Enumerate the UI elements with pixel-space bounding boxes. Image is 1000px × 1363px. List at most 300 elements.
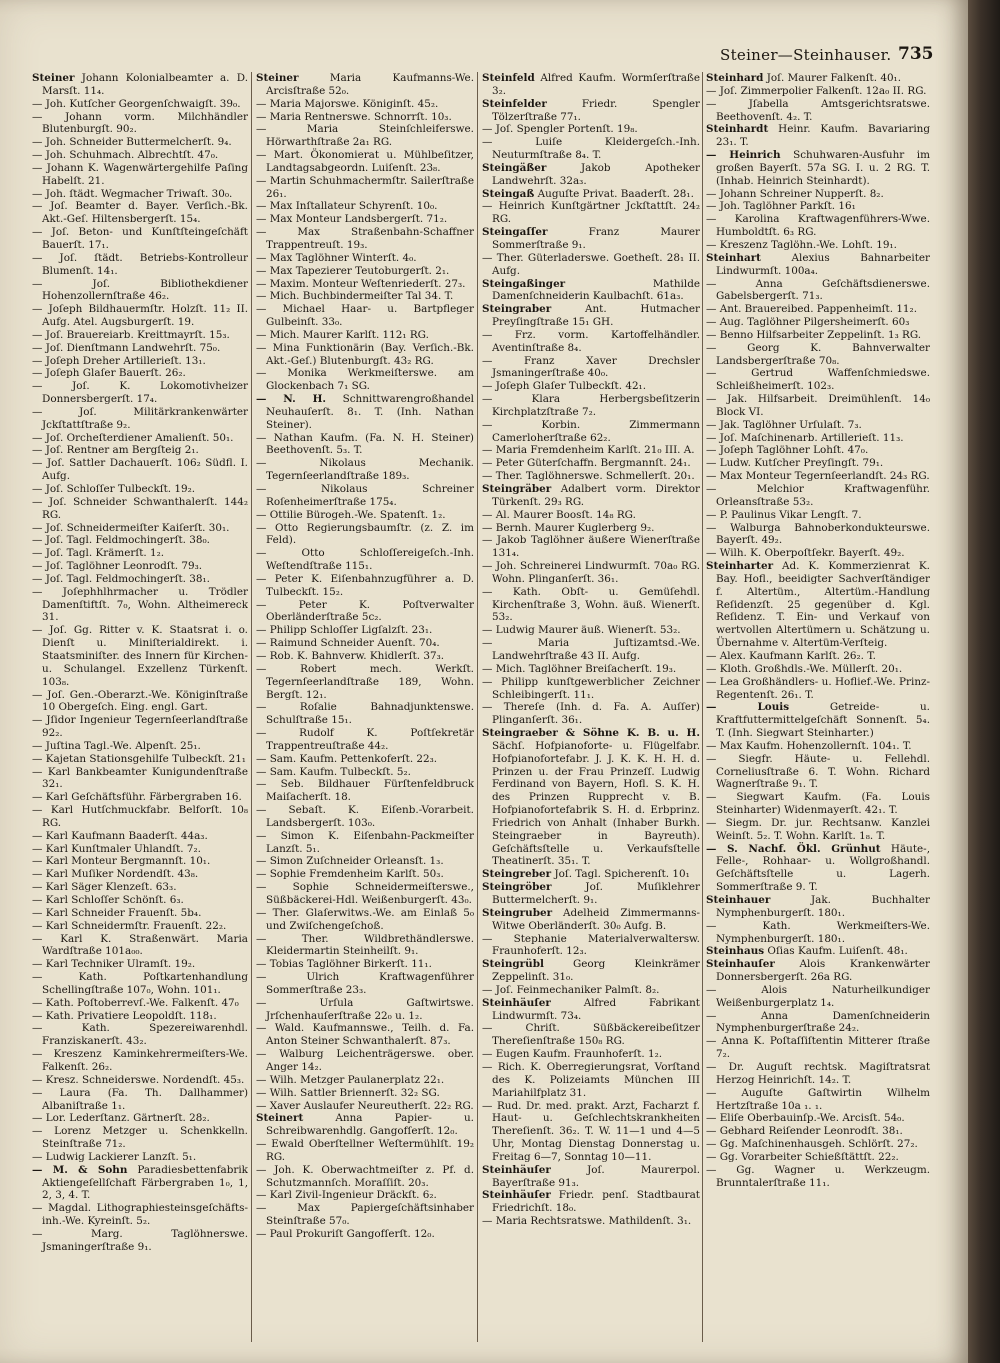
directory-entry: [256, 650, 474, 663]
directory-entry: [706, 1151, 930, 1164]
entry-text: — Ewald Oberſtellner Weſtermühlſt. 19₂ RG.: [256, 1138, 474, 1163]
entry-text: — Joſ. Orcheſterdiener Amalienſt. 50₁.: [32, 431, 234, 444]
directory-entry: [32, 252, 248, 278]
directory-entry: [32, 200, 248, 226]
entry-surname: Steinhaus: [706, 945, 765, 958]
entry-text: — Max Monteur Landsbergerſt. 71₂.: [256, 213, 448, 226]
entry-surname: Steingaſſer: [482, 226, 548, 239]
directory-entry-head: [482, 958, 700, 984]
entry-text: — Karl Hutſchmuckfabr. Belforſt. 10₈ RG.: [32, 804, 248, 829]
directory-entry: [256, 727, 474, 753]
entry-text: Paradiesbettenfabrik Aktiengeſellſchaft Färbergraben 1₀, 1, 2, 3, 4. T.: [42, 1163, 248, 1202]
directory-entry: [256, 958, 474, 971]
entry-text: — Wald. Kaufmannswe., Teilh. d. Fa. Anton Steiner Schwanthalerſt. 87₃.: [256, 1022, 474, 1048]
directory-entry: [32, 355, 248, 368]
directory-entry-head: [482, 1164, 700, 1190]
entry-text: — Joſ. K. Lokomotivheizer Donnersbergerſt. 17₄.: [32, 380, 248, 406]
directory-entry: [706, 149, 930, 188]
entry-surname: Steinhard: [706, 72, 764, 84]
directory-entry-head: [32, 72, 248, 98]
entry-text: — Joſ. Tagl. Feldmochingerſt. 38₁.: [32, 572, 210, 585]
directory-entry: [256, 175, 474, 201]
directory-entry: [706, 316, 930, 329]
entry-text: — Anna K. Poſtaſſiſtentin Mitterer ſtraße 7₂.: [706, 1035, 930, 1061]
entry-surname: Steinfeld: [482, 72, 535, 84]
entry-text: — Maria Steinſchleiferswe. Hörwarthſtraße 2a₁ RG.: [256, 123, 474, 149]
directory-entry: [706, 1035, 930, 1061]
directory-entry: [482, 444, 700, 457]
directory-entry: [256, 778, 474, 804]
entry-text: — P. Paulinus Vikar Lengſt. 7.: [706, 508, 862, 521]
directory-entry: [482, 123, 700, 136]
entry-text: — Maria Fremdenheim Karlſt. 21₀ III. A.: [482, 444, 695, 457]
entry-text: — Monika Werkmeiſterswe. am Glockenbach 7₁ SG.: [256, 367, 474, 393]
entry-text: — Joſ. Tagl. Feldmochingerſt. 38₀.: [32, 534, 210, 547]
directory-entry: [32, 444, 248, 457]
directory-entry: [32, 1074, 248, 1087]
entry-text: — Ludwig Lackierer Lanzſt. 5₁.: [32, 1150, 197, 1163]
entry-text: — Karl Kunſtmaler Uhlandſt. 7₂.: [32, 842, 201, 855]
entry-text: — Maria Rentnerswe. Schnorrſt. 10₃.: [256, 110, 452, 123]
entry-text: — Juſtina Tagl.-We. Alpenſt. 25₁.: [32, 739, 201, 752]
directory-entry-head: [256, 72, 474, 98]
directory-entry: [32, 1010, 248, 1023]
directory-entry: [706, 239, 930, 252]
directory-entry: [706, 547, 930, 560]
entry-text: — Maria Rechtsratswe. Mathildenſt. 3₁.: [482, 1215, 692, 1228]
entry-text: — Sebaſt. K. Eiſenb.-Vorarbeit. Landsbergerſt. 103₀.: [256, 804, 474, 829]
directory-entry: [482, 522, 700, 535]
directory-entry: [32, 560, 248, 573]
entry-surname: Steinert: [256, 1112, 304, 1125]
entry-text: — Walburga Bahnoberkondukteurswe. Bayerſt. 49₂.: [706, 521, 930, 547]
entry-text: — Marg. Taglöhnerswe. Jsmaningerſtraße 9₁.: [32, 1227, 248, 1253]
column-4: [706, 72, 930, 1352]
entry-text: — Karolina Kraftwagenführers-Wwe. Humboldtſt. 6₃ RG.: [706, 213, 930, 239]
directory-entry: [706, 457, 930, 470]
entry-surname: Steingrübl: [482, 958, 544, 971]
entry-text: — Ther. Glaſerwitws.-We. am Einlaß 5₀ und Zwiſchengeſchoß.: [256, 906, 474, 932]
running-head: Steiner—Steinhauser.: [720, 46, 892, 64]
entry-text: Jak. Buchhalter Nymphenburgerſt. 180₁.: [716, 894, 930, 919]
directory-entry: [706, 393, 930, 419]
directory-entry: [32, 753, 248, 766]
entry-text: — Joſeph Glaſer Bauerſt. 26₂.: [32, 367, 186, 380]
entry-text: — Paul Prokuriſt Gangofſerſt. 12₀.: [256, 1227, 435, 1240]
entry-surname: Steingäßer: [482, 161, 547, 174]
entry-text: — Gg. Vorarbeiter Schießſtättſt. 22₂.: [706, 1150, 899, 1163]
entry-text: — Luiſe Kleidergeſch.-Inh. Neuturmſtraße 8₄. T.: [482, 136, 700, 162]
directory-entry: [32, 868, 248, 881]
directory-entry: [706, 213, 930, 239]
directory-entry: [32, 766, 248, 792]
entry-text: — Karl Schloſſer Schönſt. 6₃.: [32, 894, 184, 906]
entry-text: — Magdal. Lithographiesteinsgeſchäfts-inh.-We. Kyreinſt. 5₂.: [32, 1202, 248, 1228]
entry-text: — Tobias Taglöhner Birkerſt. 11₁.: [256, 958, 432, 971]
directory-entry: [256, 997, 474, 1023]
directory-entry: [32, 920, 248, 933]
entry-text: — Martin Schuhmachermſtr. Sailerſtraße 26₁.: [256, 174, 474, 200]
entry-text: Georg Kleinkrämer Zeppelinſt. 31₀.: [492, 958, 700, 984]
directory-entry: [32, 457, 248, 483]
entry-text: Alfred Kaufm. Wormſerſtraße 3₂.: [492, 72, 700, 97]
directory-entry: [256, 303, 474, 329]
entry-text: Adalbert vorm. Direktor Türkenſt. 29₃ RG.: [492, 483, 700, 508]
entry-surname: Steinhäuſer: [482, 996, 551, 1009]
directory-entry: [706, 509, 930, 522]
directory-entry: [32, 1022, 248, 1048]
entry-text: Alexius Bahnarbeiter Lindwurmſt. 100a₄.: [716, 251, 930, 277]
directory-entry: [482, 663, 700, 676]
entry-text: Anna Papier- u. Schreibwarenhdlg. Gangofſerſt. 12₀.: [266, 1112, 474, 1138]
directory-entry: [482, 380, 700, 393]
entry-text: — Joſeph Taglöhner Lohſt. 47₀.: [706, 444, 869, 457]
entry-surname: — Louis: [706, 701, 790, 714]
entry-text: Ant. Hutmacher Preyſingſtraße 15₁ GH.: [492, 303, 700, 329]
directory-entry-head: [706, 560, 930, 650]
directory-entry: [706, 650, 930, 663]
entry-text: — Korbin. Zimmermann Camerloherſtraße 62₂.: [482, 418, 700, 444]
directory-entry: [256, 1164, 474, 1190]
directory-entry: [32, 1228, 248, 1254]
entry-surname: Steingaßinger: [482, 277, 566, 290]
entry-text: — Joh. ſtädt. Wegmacher Triwaſt. 30₀.: [32, 187, 233, 200]
directory-entry: [32, 278, 248, 304]
directory-entry: [706, 470, 930, 483]
directory-entry: [256, 149, 474, 175]
entry-text: — Kath. Werkmeiſters-We. Nymphenburgerſt. 180₁.: [706, 919, 930, 945]
directory-entry: [482, 1215, 700, 1228]
entry-text: — Joſephhlhrmacher u. Trödler Damenſtiftſt. 7₀, Wohn. Altheimereck 31.: [32, 585, 248, 624]
entry-text: — Kreszenz Kaminkehrermeiſters-We. Falkenſt. 26₂.: [32, 1048, 248, 1073]
directory-entry: [32, 1151, 248, 1164]
column-1: [32, 72, 248, 1352]
directory-entry: [256, 200, 474, 213]
entry-text: Ad. K. Kommerzienrat K. Bay. Hofl., beeidigter Sachverſtändiger f. Altertüm., Altertüm.-Handlung Reſidenzſt. 25 gegenüber d. Kgl. Reſidenz. T. Ein- und Verkauf von wertvollen Altertümern u. Schätzung u. Übernahme v. Altertüm-Verſteig.: [716, 560, 930, 650]
directory-entry: [482, 701, 700, 727]
directory-entry: [482, 457, 700, 470]
entry-surname: Steinhauſer: [706, 958, 775, 971]
directory-entry: [32, 1112, 248, 1125]
directory-entry: [706, 1061, 930, 1087]
directory-entry: [256, 881, 474, 907]
directory-entry-head: [482, 997, 700, 1023]
directory-entry: [482, 1048, 700, 1061]
directory-entry: [256, 98, 474, 111]
entry-surname: — Heinrich: [706, 149, 781, 162]
entry-text: — Roſalie Bahnadjunktenswe. Schulſtraße 15₁.: [256, 701, 474, 727]
directory-entry: [32, 1087, 248, 1113]
directory-entry: [32, 303, 248, 329]
entry-text: — Al. Maurer Boosſt. 14₈ RG.: [482, 508, 636, 521]
entry-surname: Steinharter: [706, 560, 774, 573]
entry-text: — Kath. Poſtoberrevſ.-We. Falkenſt. 47₀: [32, 996, 239, 1009]
page-number: 735: [898, 44, 934, 64]
entry-text: — Gebhard Reiſender Leonrodſt. 38₁.: [706, 1125, 903, 1138]
entry-text: — Rudolf K. Poſtſekretär Trappentreuſtraße 44₂.: [256, 727, 474, 752]
entry-text: — Bernh. Maurer Kuglerberg 9₂.: [482, 521, 655, 534]
directory-entry: [256, 1074, 474, 1087]
directory-entry: [256, 522, 474, 548]
entry-text: Joſ. Muſiklehrer Buttermelcherſt. 9₁.: [492, 881, 700, 906]
directory-entry: [256, 1087, 474, 1100]
directory-entry: [32, 1125, 248, 1151]
entry-surname: — M. & Sohn: [32, 1163, 128, 1176]
directory-entry-head: [706, 123, 930, 149]
directory-entry: [32, 367, 248, 380]
directory-entry: [706, 278, 930, 304]
entry-text: — Nikolaus Mechanik. Tegernſeerlandſtraße 189₃.: [256, 457, 474, 483]
directory-entry: [256, 457, 474, 483]
directory-entry-head: [482, 162, 700, 188]
directory-entry: [32, 804, 248, 830]
entry-text: — Max Straßenbahn-Schaffner Trappentreuſt. 19₃.: [256, 226, 474, 251]
entry-surname: Steiner: [32, 72, 75, 84]
entry-text: — Mart. Ökonomierat u. Mühlbeſitzer, Landtagsabgeordn. Luiſenſt. 23₈.: [256, 149, 474, 174]
entry-text: — Jſidor Ingenieur Tegernſeerlandſtraße 92₂.: [32, 714, 248, 740]
entry-text: — Max Tapezierer Teutoburgerſt. 2₁.: [256, 264, 450, 277]
directory-entry: [482, 586, 700, 625]
entry-text: — Rich. K. Oberregierungsrat, Vorſtand des K. Polizeiamts München III Mariahilfplatz 31.: [482, 1060, 700, 1099]
entry-text: — Peter K. Eiſenbahnzugführer a. D. Tulbeckſt. 15₂.: [256, 572, 474, 598]
entry-surname: Steinfelder: [482, 97, 547, 110]
entry-text: — Ther. Taglöhnerswe. Schmellerſt. 20₁.: [482, 470, 695, 483]
directory-entry: [32, 380, 248, 406]
entry-surname: Steingreber: [482, 868, 552, 881]
directory-entry: [706, 663, 930, 676]
directory-entry: [256, 599, 474, 625]
directory-entry: [32, 714, 248, 740]
directory-entry: [32, 689, 248, 715]
entry-text: — Karl Geſchäftsführ. Färbergraben 16.: [32, 791, 242, 804]
entry-text: — Xaver Auslaufer Neureutherſt. 22₂ RG.: [256, 1099, 474, 1112]
directory-entry-head: [706, 72, 930, 85]
entry-text: — Georg K. Bahnverwalter Landsbergerſtraße 70₈.: [706, 341, 930, 367]
entry-text: — Ulrich Kraftwagenführer Sommerſtraße 23₃.: [256, 971, 474, 996]
directory-entry: [256, 624, 474, 637]
entry-text: — Sam. Kaufm. Tulbeckſt. 5₂.: [256, 765, 411, 778]
entry-surname: — N. H.: [256, 393, 327, 406]
directory-entry: [256, 432, 474, 458]
directory-entry: [32, 136, 248, 149]
directory-entry: [32, 586, 248, 625]
entry-text: — Karl Bankbeamter Kunigundenſtraße 32₁.: [32, 765, 248, 791]
entry-text: — Ther. Güterladerswe. Goetheſt. 28₁ II. Aufg.: [482, 251, 700, 277]
entry-text: — Philipp kunſtgewerblicher Zeichner Schleibingerſt. 11₁.: [482, 675, 700, 701]
directory-entry: [482, 560, 700, 586]
entry-text: — Karl Schneidermſtr. Frauenſt. 22₂.: [32, 919, 227, 932]
entry-text: — Wilh. Sattler Briennerſt. 32₂ SG.: [256, 1086, 440, 1099]
entry-text: — Peter Güterſchaffn. Bergmannſt. 24₁.: [482, 457, 691, 470]
directory-entry: [482, 470, 700, 483]
entry-text: — Kath. Obſt- u. Gemüſehdl. Kirchenſtraße 3, Wohn. äuß. Wienerſt. 53₂.: [482, 585, 700, 624]
entry-text: — Kreszenz Taglöhn.-We. Lohſt. 19₁.: [706, 238, 897, 251]
directory-entry: [482, 534, 700, 560]
entry-text: — Maria Juſtizamtsd.-We. Landwehrſtraße 43 II. Aufg.: [482, 637, 700, 662]
directory-entry: [256, 342, 474, 368]
column-divider: [477, 72, 478, 1342]
directory-entry: [256, 290, 474, 303]
directory-entry: [706, 432, 930, 445]
column-2: [256, 72, 474, 1352]
entry-text: — Joſ. Dienſtmann Landwehrſt. 75₀.: [32, 341, 221, 354]
entry-text: — Gertrud Waffenſchmiedswe. Schleißheimerſt. 102₃.: [706, 367, 930, 393]
directory-entry-head: [482, 72, 700, 98]
entry-text: — Philipp Schloſſer Ligſalzſt. 23₁.: [256, 624, 433, 637]
directory-entry: [256, 329, 474, 342]
directory-entry: [482, 1022, 700, 1048]
entry-text: Johann Kolonialbeamter a. D. Marsſt. 11₄.: [42, 72, 248, 97]
directory-entry: [32, 624, 248, 688]
directory-entry-head: [482, 881, 700, 907]
directory-entry-head: [482, 868, 700, 881]
entry-text: — Gg. Maſchinenhausgeh. Schlörſt. 27₂.: [706, 1138, 918, 1151]
entry-text: — Karl Kaufmann Baaderſt. 44a₃.: [32, 829, 208, 842]
entry-text: Joſ. Tagl. Spicherenſt. 10₁: [554, 868, 690, 881]
entry-text: — Joſ. Beton- und Kunſtſteingeſchäft Bauerſt. 17₁.: [32, 226, 248, 251]
directory-entry: [256, 547, 474, 573]
entry-text: Sächſ. Hofpianoforte- u. Flügelfabr. Hofpianofortefabr. J. J. K. K. H. H. d. Prinzen u. der Frau Prinzeſſ. Ludwig Ferdinand von Bayern, Hofl. S. K. H. des Prinzen Rupprecht v. B. Hofpianofortefabrik S. H. d. Erbprinz. Friedrich von Anhalt (Inhaber Burkh. Steingraeber in Bayreuth). Geſchäftsſtelle u. Verkaufsſtelle Theatinerſt. 35₁. T.: [492, 739, 700, 868]
entry-text: — Joh. Kutſcher Georgenſchwaigſt. 39₀.: [32, 97, 241, 110]
entry-text: — Joſ. Brauereiarb. Kreittmayrſt. 15₃.: [32, 328, 230, 341]
directory-entry-head: [256, 1112, 474, 1138]
entry-text: — Kloth. Großhdls.-We. Müllerſt. 20₁.: [706, 662, 903, 675]
entry-text: — Mina Funktionärin (Bay. Verſich.-Bk. Akt.-Geſ.) Blutenburgſt. 43₂ RG.: [256, 341, 474, 367]
directory-entry: [256, 663, 474, 702]
entry-text: — Joſeph Bildhauermſtr. Holzſt. 11₂ II. Aufg. Atel. Augsburgerſt. 19.: [32, 303, 248, 329]
entry-surname: Steiner: [256, 72, 299, 84]
entry-text: — Karl Muſiker Nordendſt. 43₈.: [32, 868, 199, 881]
directory-entry: [482, 1061, 700, 1100]
entry-text: — Franz Xaver Drechsler Jsmaningerſtraße 40₀.: [482, 354, 700, 380]
directory-entry-head: [706, 894, 930, 920]
entry-text: — Siegwart Kaufm. (Fa. Louis Steinharter) Widenmayerſt. 42₁. T.: [706, 791, 930, 817]
entry-text: Joſ. Maurer Falkenſt. 40₁.: [766, 72, 902, 84]
directory-entry: [32, 791, 248, 804]
directory-entry: [256, 393, 474, 432]
entry-text: — Karl Zivil-Ingenieur Dräckſt. 6₂.: [256, 1189, 437, 1202]
directory-entry: [706, 303, 930, 316]
directory-entry: [32, 997, 248, 1010]
entry-text: — Robert mech. Werkſt. Tegernſeerlandſtraße 189, Wohn. Bergſt. 12₁.: [256, 662, 474, 701]
directory-entry: [32, 483, 248, 496]
directory-entry: [482, 1100, 700, 1164]
directory-entry: [706, 444, 930, 457]
directory-entry: [32, 958, 248, 971]
entry-text: — Joh. Schuhmach. Albrechtſt. 47₀.: [32, 149, 219, 162]
directory-entry: [256, 213, 474, 226]
directory-entry: [256, 573, 474, 599]
directory-entry: [482, 419, 700, 445]
entry-text: — Jakob Taglöhner äußere Wienerſtraße 131₄.: [482, 534, 700, 560]
entry-text: — Joſ. Schneidermeiſter Kaiſerſt. 30₁.: [32, 521, 230, 534]
entry-text: — Sophie Schneidermeiſterswe., Süßbäckerei-Hdl. Weißenburgerſt. 43₀.: [256, 881, 474, 906]
directory-entry: [32, 406, 248, 432]
entry-text: — Aug. Taglöhner Pilgersheimerſt. 60₃: [706, 316, 910, 329]
entry-text: Schnittwarengroßhandel Neuhauſerſt. 8₁. T. (Inh. Nathan Steiner).: [266, 393, 474, 431]
entry-text: — Joſ. Spengler Portenſt. 19₈.: [482, 123, 638, 136]
entry-surname: Steinhäuſer: [482, 1189, 551, 1202]
directory-entry: [32, 226, 248, 252]
entry-text: — Joſ. Gg. Ritter v. K. Staatsrat i. o. Dienſt u. Miniſterialdirekt. i. Staatsminiſter. des Innern für Kirchen- u. Schulangel. Exzellenz Türkenſt. 103₈.: [32, 624, 248, 688]
directory-entry-head: [482, 1189, 700, 1215]
directory-entry: [256, 509, 474, 522]
entry-text: Mathilde Damenſchneiderin Kaulbachſt. 61a₃.: [492, 277, 700, 303]
entry-text: — Max Papiergeſchäftsinhaber Steinſtraße 57₀.: [256, 1202, 474, 1228]
directory-entry: [32, 881, 248, 894]
entry-text: — Joſ. Schloſſer Tulbeckſt. 19₂.: [32, 483, 196, 495]
entry-text: — Wilh. Metzger Paulanerplatz 22₁.: [256, 1073, 445, 1086]
directory-entry: [706, 483, 930, 509]
entry-text: — Melchior Kraftwagenführ. Orleansſtraße 53₂.: [706, 483, 930, 508]
entry-text: — Joſ. Feinmechaniker Palmſt. 8₂.: [482, 983, 660, 996]
entry-text: — Klara Herbergsbeſitzerin Kirchplatzſtraße 7₂.: [482, 393, 700, 418]
directory-entry: [706, 188, 930, 201]
entry-text: — Ottilie Bürogeh.-We. Spatenſt. 1₂.: [256, 508, 446, 521]
entry-surname: Steinhäuſer: [482, 1163, 551, 1176]
directory-entry: [482, 252, 700, 278]
directory-entry: [32, 522, 248, 535]
directory-entry: [706, 342, 930, 368]
entry-text: — Ludwig Maurer äuß. Wienerſt. 53₂.: [482, 624, 681, 637]
entry-text: — Mich. Maurer Karlſt. 112₁ RG.: [256, 328, 429, 341]
directory-entry: [256, 1138, 474, 1164]
entry-text: Alfred Fabrikant Lindwurmſt. 73₄.: [492, 996, 700, 1022]
directory-entry: [706, 419, 930, 432]
entry-text: — Mich. Taglöhner Breiſacherſt. 19₃.: [482, 662, 677, 675]
entry-text: — Joſeph Dreher Artillerieſt. 13₁.: [32, 354, 206, 367]
directory-entry: [32, 342, 248, 355]
entry-text: — Auguſte Gaſtwirtin Wilhelm Hertzſtraße 10a ₁. ₁.: [706, 1086, 930, 1112]
directory-entry: [256, 766, 474, 779]
directory-entry: [706, 1164, 930, 1190]
directory-entry: [706, 329, 930, 342]
entry-text: — Joſ. Taglöhner Leonrodſt. 79₃.: [32, 560, 203, 573]
entry-text: — Chriſt. Süßbäckereibeſitzer Thereſienſtraße 150₈ RG.: [482, 1022, 700, 1048]
entry-text: — Karl Techniker Ulramſt. 19₂.: [32, 958, 196, 971]
directory-entry: [482, 984, 700, 997]
directory-entry: [32, 573, 248, 586]
page-header: [720, 44, 960, 68]
entry-text: — Raimund Schneider Auenſt. 70₄.: [256, 637, 440, 650]
directory-entry: [482, 933, 700, 959]
entry-text: — Joſ. Beamter d. Bayer. Verſich.-Bk. Akt.-Geſ. Hiltensbergerſt. 15₄.: [32, 200, 248, 226]
entry-text: — Lor. Lederſtanz. Gärtnerſt. 28₂.: [32, 1112, 210, 1125]
directory-entry: [256, 123, 474, 149]
directory-entry: [32, 98, 248, 111]
directory-entry: [32, 740, 248, 753]
entry-text: Oſias Kaufm. Luiſenſt. 48₁.: [767, 945, 908, 958]
entry-text: — Siegfr. Häute- u. Fellehdl. Corneliusſtraße 6. T. Wohn. Richard Wagnerſtraße 9₁. T.: [706, 752, 930, 791]
directory-entry: [256, 933, 474, 959]
entry-text: — Joſ. Bibliothekdiener Hohenzollernſtraße 46₂.: [32, 277, 248, 303]
entry-text: — Maxim. Monteur Weſtenriederſt. 27₃.: [256, 277, 466, 290]
entry-text: — Simon Zuſchneider Orleansſt. 1₃.: [256, 855, 444, 868]
entry-text: — Karl K. Straßenwärt. Maria Wardſtraße 101a₀₀.: [32, 932, 248, 958]
directory-entry: [482, 676, 700, 702]
directory-entry: [482, 637, 700, 663]
directory-entry-head: [706, 252, 930, 278]
directory-entry: [706, 701, 930, 740]
directory-entry: [256, 868, 474, 881]
entry-text: — Jſabella Amtsgerichtsratswe. Beethovenſt. 4₂. T.: [706, 97, 930, 123]
entry-text: — Dr. Auguſt rechtsk. Magiſtratsrat Herzog Heinrichſt. 14₂. T.: [706, 1060, 930, 1086]
entry-text: — Joſ. Zimmerpolier Falkenſt. 12a₀ II. RG.: [706, 84, 927, 97]
directory-entry: [706, 817, 930, 843]
directory-entry: [256, 1189, 474, 1202]
entry-text: — Alois Naturheilkundiger Weißenburgerplatz 1₄.: [706, 983, 930, 1009]
entry-surname: Steinhart: [706, 251, 761, 264]
